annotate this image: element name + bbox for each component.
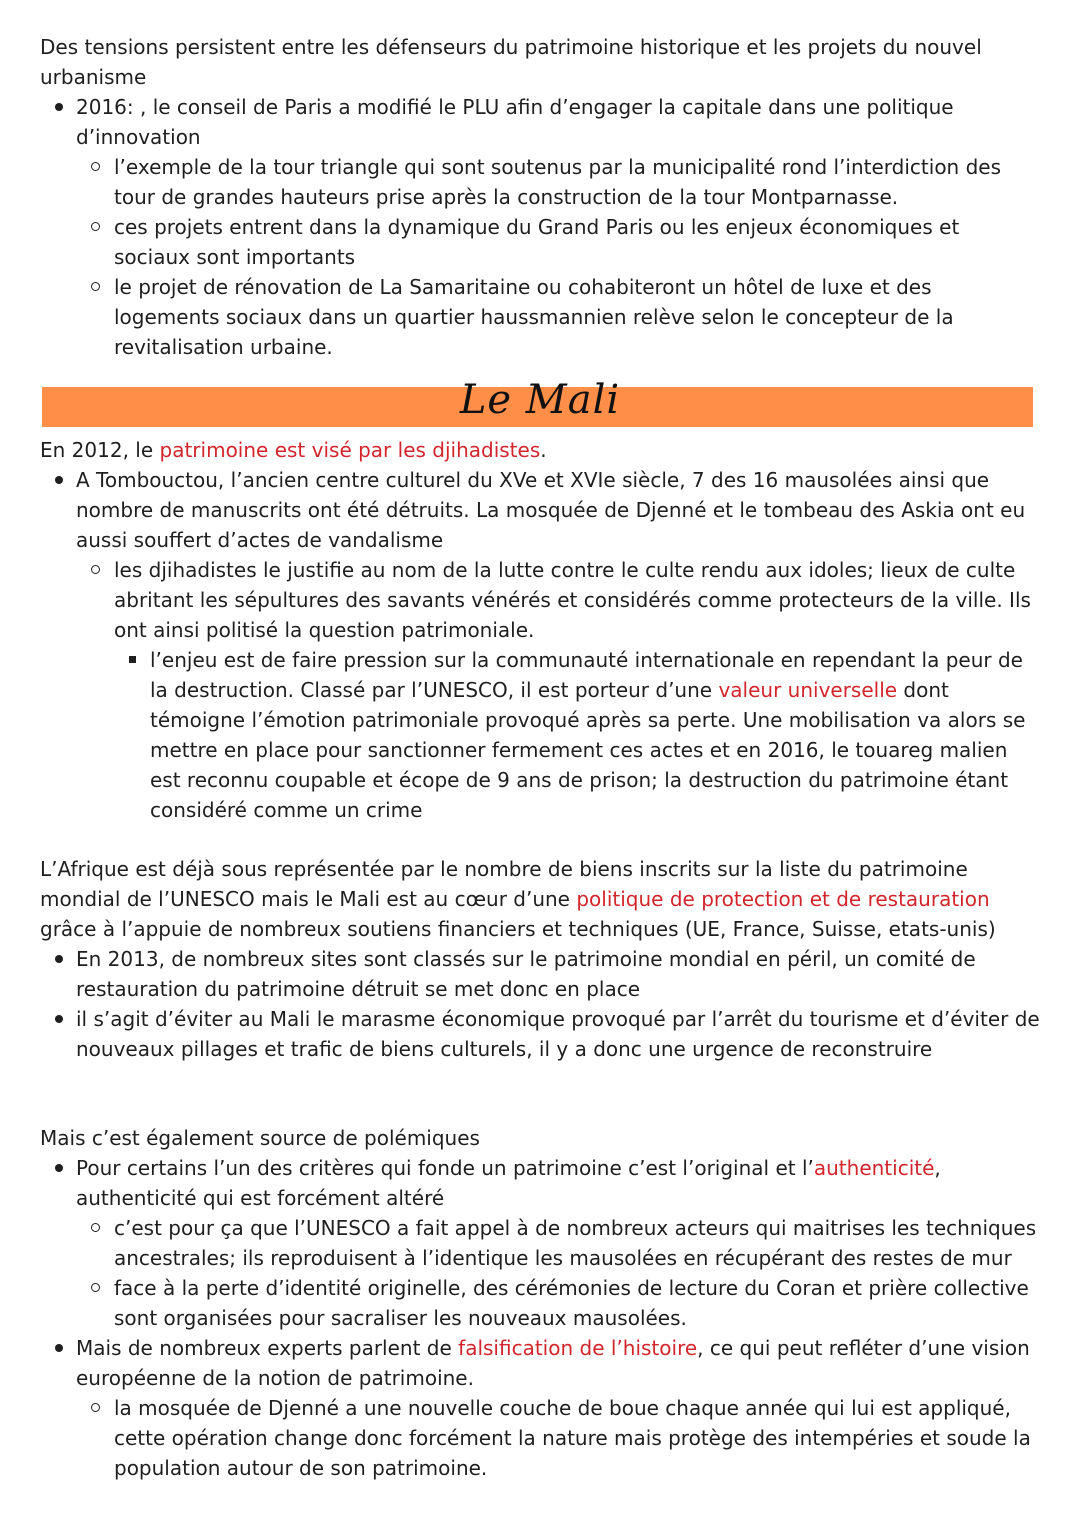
list-item: la mosquée de Djenné a une nouvelle couche de boue chaque année qui lui est appliqué, cette opération change donc forcément la nature mais protège des intempéries et soude la population autour de son patrimoine. xyxy=(114,1393,1040,1483)
paris-section xyxy=(40,32,1040,362)
mali-paragraph-2 xyxy=(40,854,1040,1064)
mali-section xyxy=(40,435,1040,825)
list-item: ces projets entrent dans la dynamique du Grand Paris ou les enjeux économiques et sociaux sont importants xyxy=(114,212,1040,272)
highlight-text: patrimoine est visé par les djihadistes xyxy=(159,438,541,462)
mali-paragraph-3 xyxy=(40,1123,1040,1483)
section-title: Le Mali xyxy=(459,377,621,423)
para3: Mais c’est également source de polémiques xyxy=(40,1126,480,1150)
mali-bullet-text: A Tombouctou, l’ancien centre culturel du XVe et XVIe siècle, 7 des 16 mausolées ainsi que nombre de manuscrits ont été détruits. La mosquée de Djenné et le tombeau des Askia ont eu aussi souffert d’actes de vandalisme xyxy=(76,468,1026,552)
p3-b1-text-b: , authenticité qui est forcément altéré xyxy=(76,1156,941,1210)
list-item: le projet de rénovation de La Samaritaine ou cohabiteront un hôtel de luxe et des logements sociaux dans un quartier haussmannien relève selon le concepteur de la revitalisation urbaine. xyxy=(114,272,1040,362)
highlight-text: politique de protection et de restauration xyxy=(576,887,990,911)
highlight-text: authenticité xyxy=(813,1156,935,1180)
list-item: il s’agit d’éviter au Mali le marasme économique provoqué par l’arrêt du tourisme et d’éviter de nouveaux pillages et trafic de biens culturels, il y a donc une urgence de reconstruire xyxy=(76,1004,1040,1064)
list-item: En 2013, de nombreux sites sont classés sur le patrimoine mondial en péril, un comité de restauration du patrimoine détruit se met donc en place xyxy=(76,944,1040,1004)
mali-square-text-a: l’enjeu est de faire pression sur la communauté internationale en rependant la peur de la destruction. Classé par l’UNESCO, il est porteur d’une xyxy=(150,648,1023,702)
mali-intro-end: . xyxy=(540,438,547,462)
list-item xyxy=(76,1153,1040,1333)
list-item xyxy=(114,555,1040,825)
p3-b2-text-b: , ce qui peut refléter d’une vision européenne de la notion de patrimoine. xyxy=(76,1336,1030,1390)
list-item xyxy=(76,92,1040,362)
highlight-text: falsification de l’histoire xyxy=(458,1336,698,1360)
mali-sub-text: les djihadistes le justifie au nom de la lutte contre le culte rendu aux idoles; lieux de culte abritant les sépultures des savants vénérés et considérés comme protecteurs de la ville. Ils ont ainsi politisé la question patrimoniale. xyxy=(114,558,1031,642)
list-item xyxy=(76,465,1040,825)
list-item: l’exemple de la tour triangle qui sont soutenus par la municipalité rond l’interdiction des tour de grandes hauteurs prise après la construction de la tour Montparnasse. xyxy=(114,152,1040,212)
para2 xyxy=(40,854,1040,944)
highlight-text: valeur universelle xyxy=(718,678,898,702)
list-item: c’est pour ça que l’UNESCO a fait appel à de nombreux acteurs qui maitrises les techniques ancestrales; ils reproduisent à l’identique les mausolées en récupérant des restes de mur xyxy=(114,1213,1040,1273)
p3-b2-text-a: Mais de nombreux experts parlent de xyxy=(76,1336,459,1360)
para2-text-a: L’Afrique est déjà sous représentée par le nombre de biens inscrits sur la liste du patrimoine mondial de l’UNESCO mais le Mali est au cœur d’une xyxy=(40,857,968,911)
mali-square-text-b: dont témoigne l’émotion patrimoniale provoqué après sa perte. Une mobilisation va alors se mettre en place pour sanctionner fermement ces actes et en 2016, le touareg malien est reconnu coupable et écope de 9 ans de prison; la destruction du patrimoine étant considéré comme un crime xyxy=(150,678,1026,822)
mali-intro xyxy=(40,435,1040,465)
paris-intro: Des tensions persistent entre les défenseurs du patrimoine historique et les projets du nouvel urbanisme xyxy=(40,35,982,89)
list-item xyxy=(76,1333,1040,1483)
para2-text-b: grâce à l’appuie de nombreux soutiens financiers et techniques (UE, France, Suisse, etats-unis) xyxy=(40,917,996,941)
list-item xyxy=(150,645,1040,825)
list-item: face à la perte d’identité originelle, des cérémonies de lecture du Coran et prière collective sont organisées pour sacraliser les nouveaux mausolées. xyxy=(114,1273,1040,1333)
mali-intro-text: En 2012, le xyxy=(40,438,160,462)
p3-b1-text-a: Pour certains l’un des critères qui fonde un patrimoine c’est l’original et l’ xyxy=(76,1156,814,1180)
paris-bullet-text: 2016: , le conseil de Paris a modifié le PLU afin d’engager la capitale dans une politique d’innovation xyxy=(76,95,954,149)
